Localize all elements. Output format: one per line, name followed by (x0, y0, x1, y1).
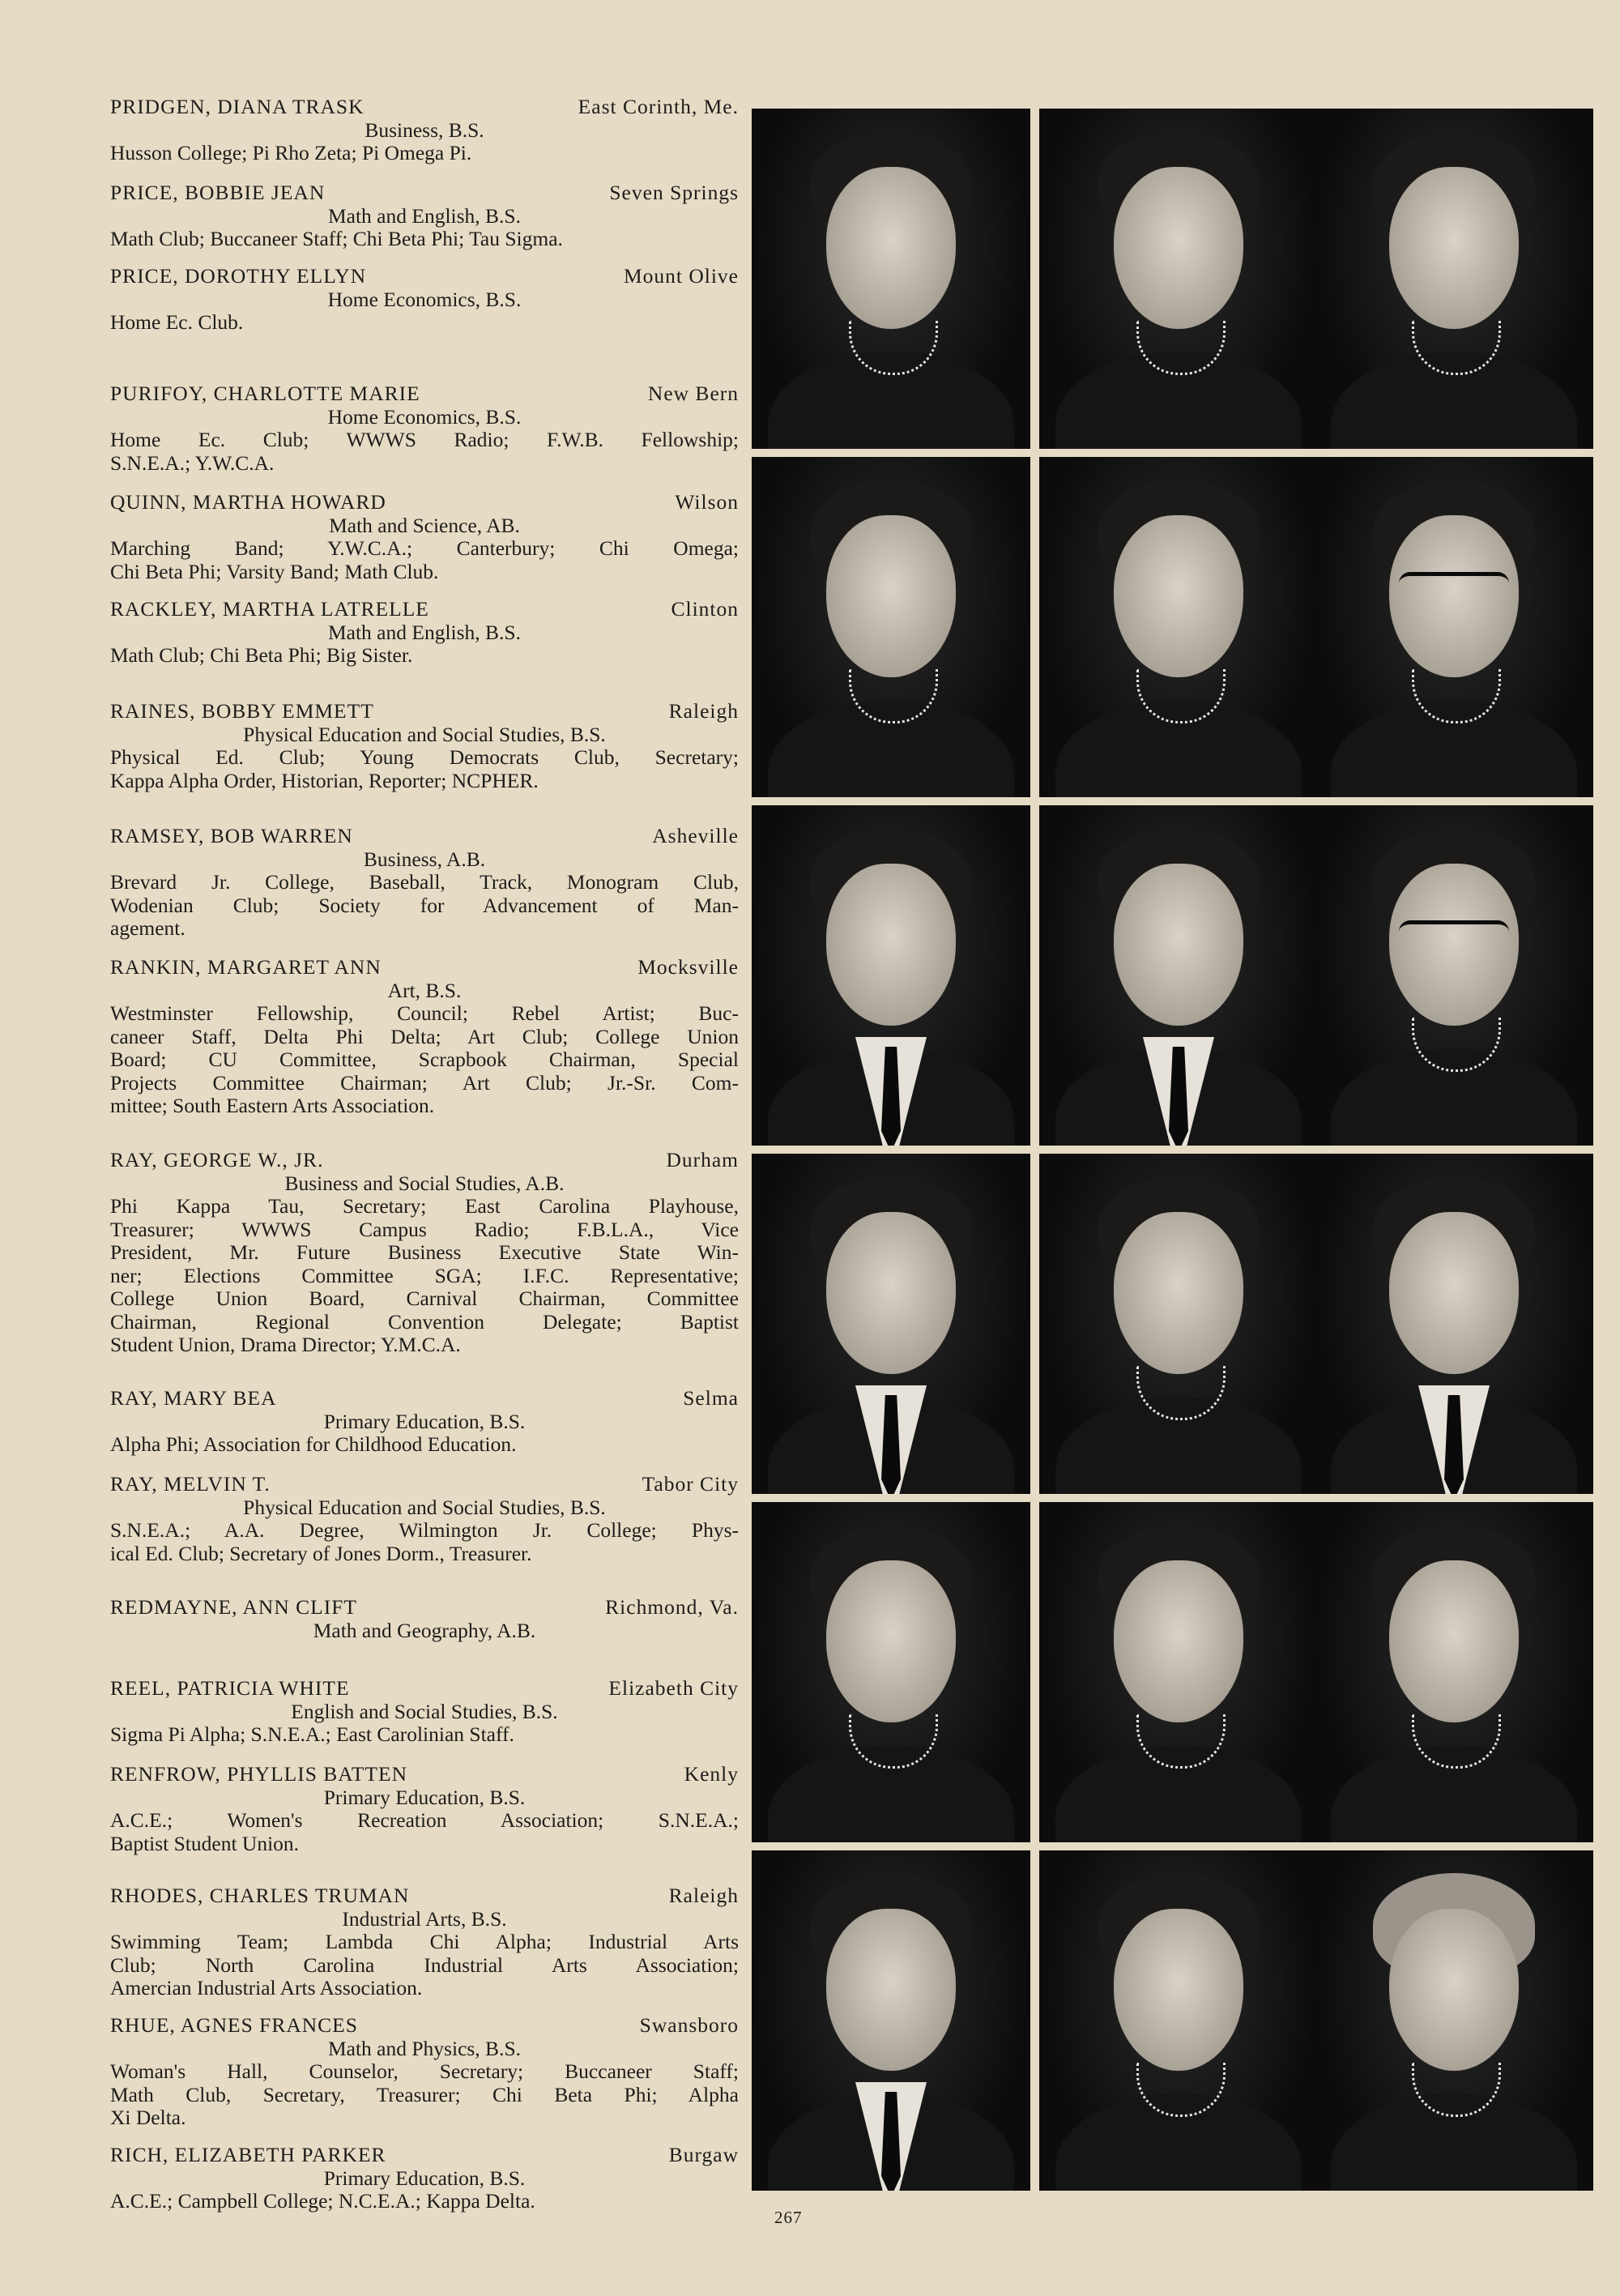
student-hometown: Swansboro (639, 2013, 739, 2037)
student-entry (110, 2144, 739, 2213)
student-degree: English and Social Studies, B.S. (291, 1699, 558, 1723)
portrait-photo-icon (1315, 1154, 1593, 1494)
student-hometown: Clinton (671, 597, 739, 621)
student-hometown: Raleigh (668, 699, 739, 723)
portrait-photo-icon (1039, 1502, 1318, 1842)
student-name: QUINN, MARTHA HOWARD (110, 490, 386, 514)
student-degree: Business and Social Studies, A.B. (284, 1171, 565, 1195)
portrait-photo-icon (1315, 109, 1593, 449)
student-activities-line: ner; Elections Committee SGA; I.F.C. Representative; (110, 1263, 739, 1287)
student-activities-line: College Union Board, Carnival Chairman, Committee (110, 1287, 739, 1310)
student-degree: Business, A.B. (363, 847, 486, 871)
student-activities-line: Xi Delta. (110, 2106, 186, 2129)
student-activities-line: Club; North Carolina Industrial Arts Association; (110, 1952, 739, 1977)
student-activities-line: Chi Beta Phi; Varsity Band; Math Club. (110, 559, 439, 583)
student-name: RAINES, BOBBY EMMETT (110, 699, 374, 723)
student-activities-line: A.C.E.; Women's Recreation Association; S.N.E.A.; (110, 1808, 739, 1832)
student-name: PRIDGEN, DIANA TRASK (110, 95, 364, 118)
student-activities-line: Sigma Pi Alpha; S.N.E.A.; East Carolinian Staff. (110, 1722, 514, 1746)
student-activities-line: Math Club, Secretary, Treasurer; Chi Beta Phi; Alpha (110, 2082, 739, 2106)
student-hometown: Seven Springs (609, 181, 739, 204)
student-name: RACKLEY, MARTHA LATRELLE (110, 597, 429, 621)
student-name: PRICE, DOROTHY ELLYN (110, 264, 367, 288)
student-entry (110, 265, 739, 335)
student-activities-line: mittee; South Eastern Arts Association. (110, 1094, 435, 1117)
entries-column (110, 0, 739, 2296)
student-activities-line: Westminster Fellowship, Council; Rebel Artist; Buc- (110, 1001, 739, 1025)
page-number: 267 (774, 2208, 803, 2227)
student-activities-line: Marching Band; Y.W.C.A.; Canterbury; Chi Omega; (110, 536, 739, 560)
student-activities-line: Baptist Student Union. (110, 1831, 300, 1855)
student-activities-line: S.N.E.A.; Y.W.C.A. (110, 450, 275, 475)
student-hometown: Durham (666, 1148, 739, 1171)
student-activities-line: Board; CU Committee, Scrapbook Chairman, Special (110, 1048, 739, 1071)
student-entry (110, 2014, 739, 2130)
student-degree: Math and Science, AB. (329, 513, 520, 537)
student-activities-line: Math Club; Chi Beta Phi; Big Sister. (110, 643, 413, 667)
portrait-photo-icon (1315, 457, 1593, 797)
student-activities-line: agement. (110, 916, 185, 940)
student-degree: Home Economics, B.S. (327, 287, 522, 311)
student-name: RHUE, AGNES FRANCES (110, 2013, 358, 2037)
student-activities-line: Woman's Hall, Counselor, Secretary; Buccaneer Staff; (110, 2059, 739, 2083)
student-activities-line: Swimming Team; Lambda Chi Alpha; Industrial Arts (110, 1930, 739, 1953)
student-hometown: East Corinth, Me. (578, 95, 739, 118)
student-degree: Math and Geography, A.B. (313, 1618, 536, 1642)
student-degree: Primary Education, B.S. (323, 2166, 526, 2190)
student-degree: Business, B.S. (364, 117, 484, 142)
portrait-photo-icon (1039, 1850, 1318, 2191)
student-activities-line: Student Union, Drama Director; Y.M.C.A. (110, 1333, 461, 1356)
student-activities-line: ical Ed. Club; Secretary of Jones Dorm., Treasurer. (110, 1541, 532, 1565)
student-hometown: Mount Olive (623, 264, 739, 288)
student-activities-line: Phi Kappa Tau, Secretary; East Carolina Playhouse, (110, 1194, 739, 1218)
student-degree: Physical Education and Social Studies, B.S. (243, 722, 606, 746)
student-degree: Industrial Arts, B.S. (342, 1906, 507, 1931)
student-name: RAY, GEORGE W., JR. (110, 1148, 324, 1171)
student-activities-line: Husson College; Pi Rho Zeta; Pi Omega Pi. (110, 141, 472, 164)
portrait-photo-icon (752, 805, 1030, 1146)
student-activities-line: caneer Staff, Delta Phi Delta; Art Club; College Union (110, 1024, 739, 1048)
student-entry (110, 181, 739, 251)
student-hometown: Richmond, Va. (605, 1595, 739, 1619)
student-hometown: Asheville (652, 824, 739, 847)
portrait-photo-icon (1039, 805, 1318, 1146)
portrait-photo-icon (1315, 805, 1593, 1146)
student-hometown: Burgaw (668, 2143, 739, 2166)
student-entry (110, 1149, 739, 1357)
student-activities-line: Math Club; Buccaneer Staff; Chi Beta Phi; Tau Sigma. (110, 227, 563, 250)
student-degree: Math and English, B.S. (327, 620, 521, 644)
student-name: RENFROW, PHYLLIS BATTEN (110, 1762, 408, 1786)
student-activities-line: Projects Committee Chairman; Art Club; Jr.-Sr. Com- (110, 1070, 739, 1095)
portrait-photo-icon (1039, 457, 1318, 797)
portrait-photo-icon (1039, 109, 1318, 449)
portrait-photo-icon (752, 1154, 1030, 1494)
student-hometown: Wilson (675, 490, 739, 514)
student-degree: Home Economics, B.S. (327, 404, 522, 429)
student-entry (110, 96, 739, 165)
student-hometown: Selma (683, 1386, 739, 1410)
student-name: REDMAYNE, ANN CLIFT (110, 1595, 357, 1619)
student-entry (110, 700, 739, 792)
student-degree: Primary Education, B.S. (323, 1785, 526, 1809)
student-entry (110, 1677, 739, 1747)
student-name: RAY, MELVIN T. (110, 1472, 271, 1496)
student-activities-line: Alpha Phi; Association for Childhood Education. (110, 1432, 517, 1456)
portrait-photo-icon (1315, 1850, 1593, 2191)
student-activities-line: Amercian Industrial Arts Association. (110, 1976, 423, 1999)
student-degree: Art, B.S. (387, 978, 462, 1002)
student-hometown: Tabor City (642, 1472, 739, 1496)
student-entry (110, 491, 739, 583)
student-activities-line: Kappa Alpha Order, Historian, Reporter; NCPHER. (110, 768, 539, 792)
student-hometown: Kenly (684, 1762, 739, 1786)
student-activities-line: Physical Ed. Club; Young Democrats Club, Secretary; (110, 745, 739, 769)
student-entry (110, 1884, 739, 2000)
student-name: RHODES, CHARLES TRUMAN (110, 1884, 410, 1907)
student-hometown: New Bern (647, 382, 739, 405)
student-entry (110, 1387, 739, 1457)
student-degree: Math and Physics, B.S. (327, 2036, 522, 2060)
student-entry (110, 1596, 739, 1642)
student-hometown: Raleigh (668, 1884, 739, 1907)
portrait-photo-icon (752, 1502, 1030, 1842)
student-name: REEL, PATRICIA WHITE (110, 1676, 350, 1700)
student-name: RICH, ELIZABETH PARKER (110, 2143, 386, 2166)
student-activities-line: Treasurer; WWWS Campus Radio; F.B.L.A., Vice (110, 1217, 739, 1241)
student-activities-line: Wodenian Club; Society for Advancement of Man- (110, 893, 739, 917)
student-activities-line: President, Mr. Future Business Executive State Win- (110, 1240, 739, 1264)
student-hometown: Mocksville (637, 955, 739, 979)
student-entry (110, 382, 739, 475)
student-activities-line: Home Ec. Club; WWWS Radio; F.W.B. Fellowship; (110, 428, 739, 451)
student-entry (110, 1473, 739, 1565)
student-name: RAY, MARY BEA (110, 1386, 277, 1410)
portrait-photo-icon (1315, 1502, 1593, 1842)
student-degree: Primary Education, B.S. (323, 1409, 526, 1433)
student-name: PURIFOY, CHARLOTTE MARIE (110, 382, 420, 405)
student-name: RAMSEY, BOB WARREN (110, 824, 353, 847)
portrait-photo-icon (752, 457, 1030, 797)
portrait-photo-icon (752, 1850, 1030, 2191)
portrait-photo-icon (1039, 1154, 1318, 1494)
student-entry (110, 598, 739, 668)
student-activities-line: Home Ec. Club. (110, 310, 244, 334)
student-activities-line: Chairman, Regional Convention Delegate; Baptist (110, 1309, 739, 1334)
student-activities-line: A.C.E.; Campbell College; N.C.E.A.; Kappa Delta. (110, 2189, 535, 2213)
student-activities-line: Brevard Jr. College, Baseball, Track, Monogram Club, (110, 870, 739, 894)
student-entry (110, 956, 739, 1118)
student-entry (110, 1763, 739, 1855)
student-name: RANKIN, MARGARET ANN (110, 955, 382, 979)
student-degree: Physical Education and Social Studies, B.S. (243, 1495, 606, 1519)
student-hometown: Elizabeth City (608, 1676, 739, 1700)
student-entry (110, 825, 739, 941)
portrait-photo-icon (752, 109, 1030, 449)
student-degree: Math and English, B.S. (327, 203, 521, 228)
student-name: PRICE, BOBBIE JEAN (110, 181, 326, 204)
student-activities-line: S.N.E.A.; A.A. Degree, Wilmington Jr. College; Phys- (110, 1518, 739, 1542)
